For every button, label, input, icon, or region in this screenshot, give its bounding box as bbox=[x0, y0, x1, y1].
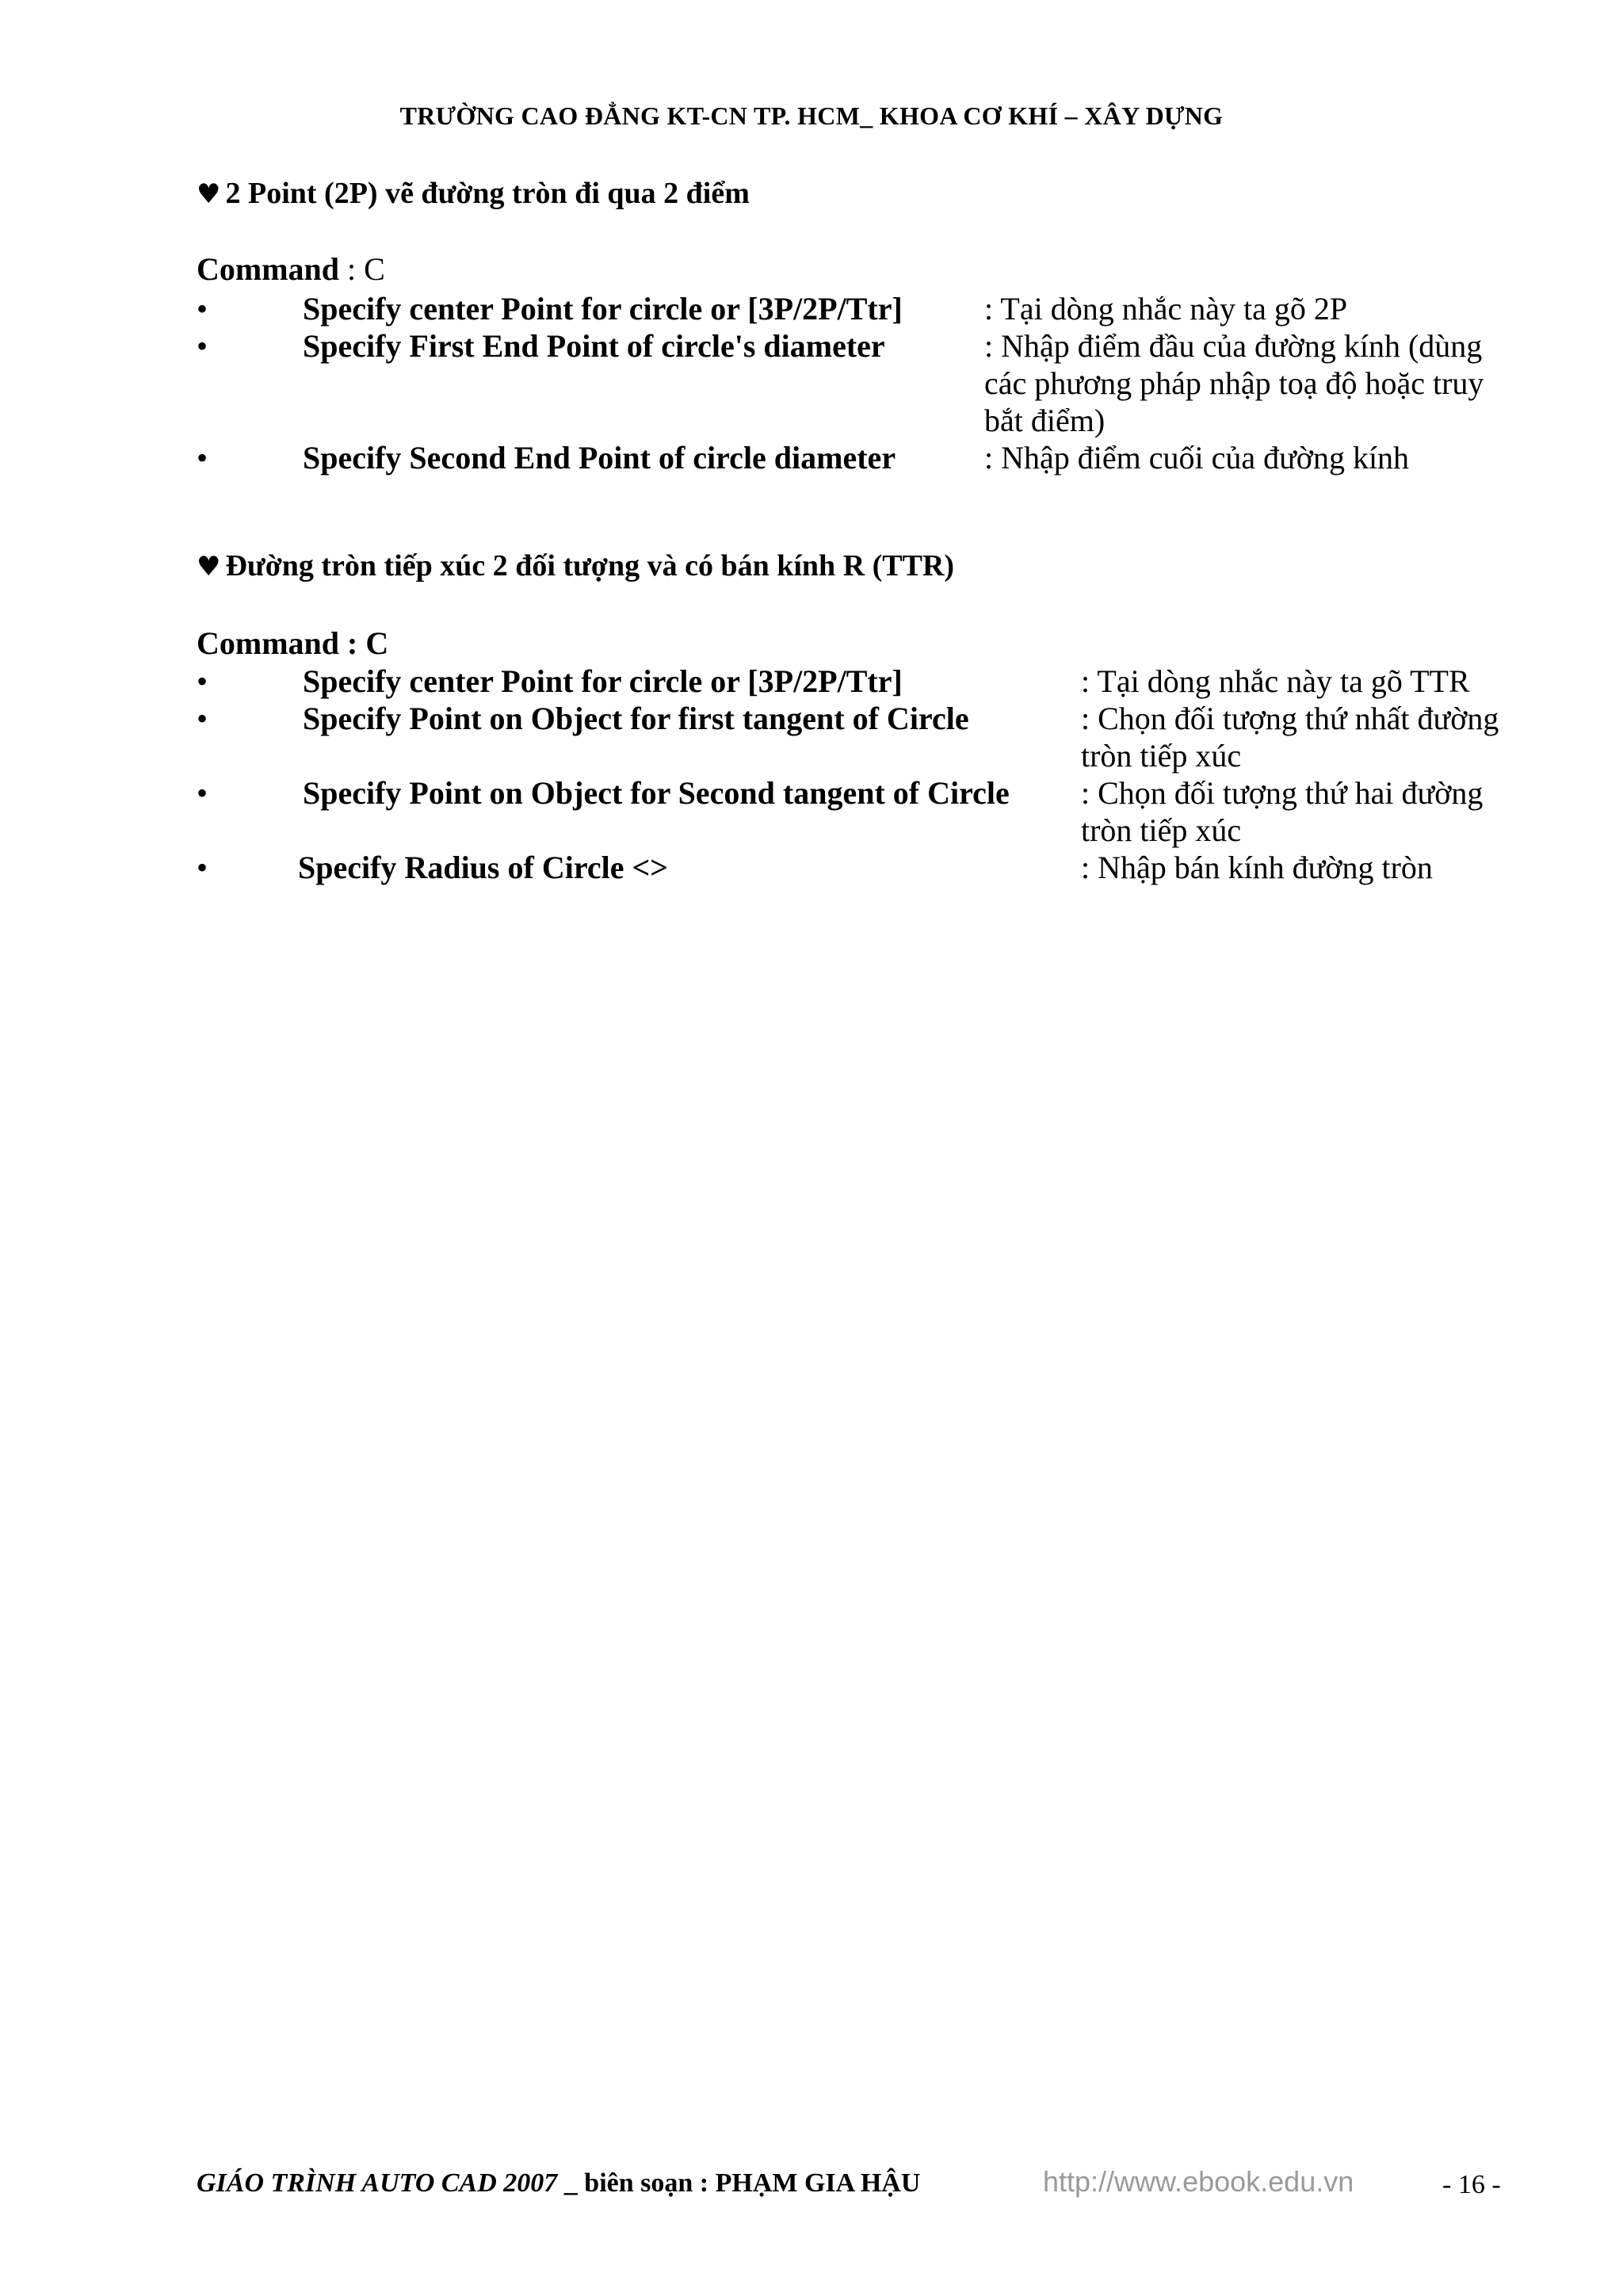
footer-separator: _ biên soạn : bbox=[557, 2168, 716, 2198]
prompt-text: Specify First End Point of circle's diameter bbox=[303, 328, 885, 364]
bullet: • bbox=[197, 440, 208, 476]
list-item bbox=[197, 849, 1528, 886]
command-label: Command : C bbox=[197, 625, 389, 661]
section-heading-text: Đường tròn tiếp xúc 2 đối tượng và có bán kính R (TTR) bbox=[225, 549, 955, 583]
list-item bbox=[197, 439, 1528, 476]
prompt-text: Specify center Point for circle or [3P/2P/Ttr] bbox=[303, 663, 903, 699]
bullet: • bbox=[197, 328, 208, 364]
prompt-text: Specify Point on Object for Second tangent of Circle bbox=[303, 775, 1010, 811]
prompt-description: : Nhập điểm đầu của đường kính (dùng các phương pháp nhập toạ độ hoặc truy bắt điểm) bbox=[984, 328, 1484, 438]
section-heading-text: 2 Point (2P) vẽ đường tròn đi qua 2 điểm bbox=[225, 177, 750, 210]
command-value: : C bbox=[339, 251, 385, 287]
footer-credit bbox=[197, 2168, 920, 2199]
page-header: TRƯỜNG CAO ĐẲNG KT-CN TP. HCM_ KHOA CƠ KHÍ – XÂY DỰNG bbox=[399, 101, 1224, 130]
prompt-description: : Chọn đối tượng thứ nhất đường tròn tiếp xúc bbox=[1081, 701, 1499, 774]
bullet: • bbox=[197, 701, 208, 736]
prompt-text: Specify Radius of Circle <> bbox=[298, 850, 669, 885]
prompt-description: : Tại dòng nhắc này ta gõ 2P bbox=[984, 291, 1348, 327]
bullet: • bbox=[197, 291, 208, 327]
section-heading-ttr bbox=[197, 548, 954, 583]
list-item bbox=[197, 663, 1528, 700]
section-heading-2p bbox=[197, 176, 750, 211]
prompt-description: : Nhập bán kính đường tròn bbox=[1081, 850, 1433, 885]
prompt-description: : Nhập điểm cuối của đường kính bbox=[984, 440, 1410, 476]
bullet: • bbox=[197, 775, 208, 811]
prompt-text: Specify center Point for circle or [3P/2P/Ttr] bbox=[303, 291, 903, 327]
list-item bbox=[197, 327, 1528, 439]
command-line-ttr bbox=[197, 625, 388, 662]
heart-icon: ♥ bbox=[197, 178, 221, 210]
list-item bbox=[197, 290, 1528, 327]
command-label: Command bbox=[197, 251, 340, 287]
command-line-2p bbox=[197, 250, 385, 288]
prompt-description: : Chọn đối tượng thứ hai đường tròn tiếp xúc bbox=[1081, 775, 1484, 848]
bullet: • bbox=[197, 663, 208, 699]
heart-icon: ♥ bbox=[197, 551, 221, 583]
footer-book-title: GIÁO TRÌNH AUTO CAD 2007 bbox=[197, 2168, 558, 2198]
footer-author: PHẠM GIA HẬU bbox=[715, 2168, 921, 2198]
prompt-description: : Tại dòng nhắc này ta gõ TTR bbox=[1081, 663, 1470, 699]
bullet: • bbox=[197, 850, 208, 885]
list-item bbox=[197, 774, 1528, 849]
prompt-text: Specify Second End Point of circle diameter bbox=[303, 440, 896, 476]
list-item bbox=[197, 700, 1528, 774]
prompt-text: Specify Point on Object for first tangent of Circle bbox=[303, 701, 969, 736]
footer-url-link[interactable]: http://www.ebook.edu.vn bbox=[1043, 2165, 1354, 2198]
page-number: - 16 - bbox=[1442, 2170, 1501, 2199]
